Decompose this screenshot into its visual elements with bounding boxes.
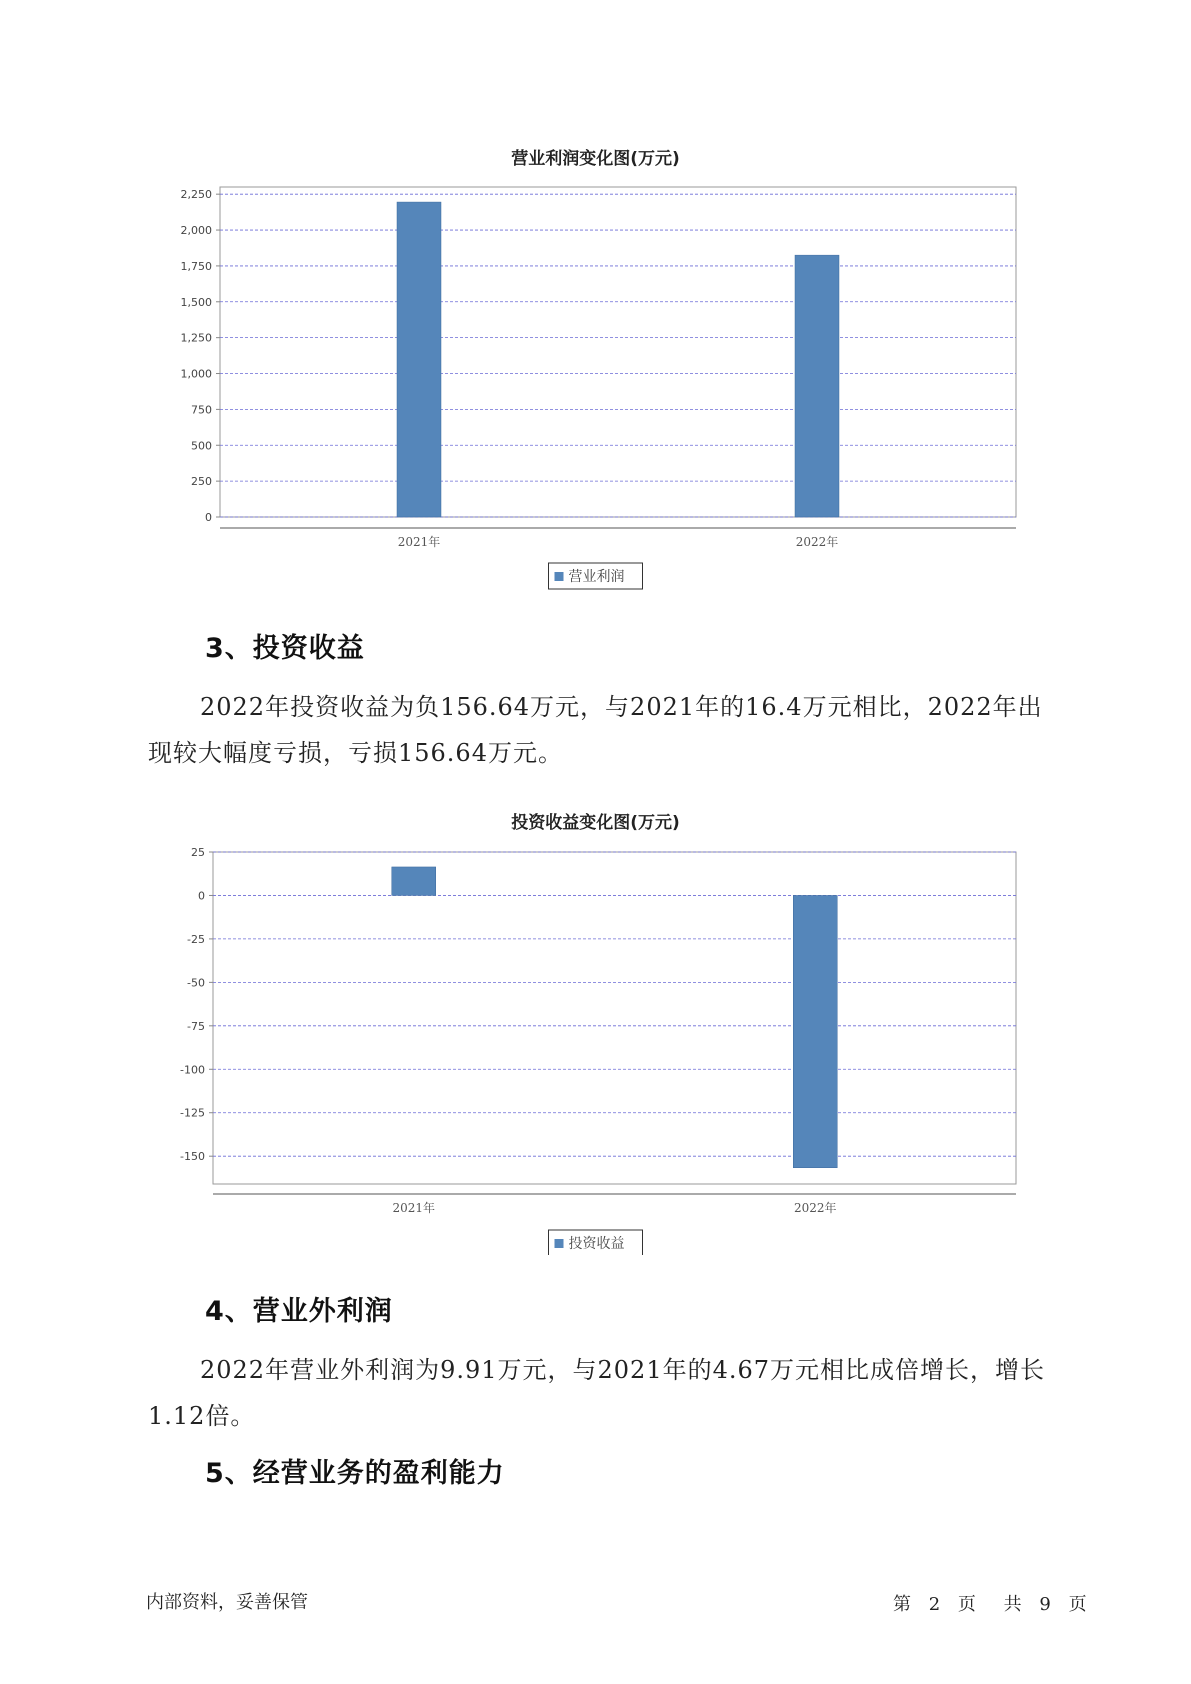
footer-page-number	[893, 1590, 1093, 1616]
x-tick-label: 2022年	[793, 1201, 837, 1215]
section-5-heading: 5、经营业务的盈利能力	[205, 1458, 505, 1489]
y-tick-label: 0	[198, 889, 205, 903]
y-tick-label: -50	[187, 976, 205, 990]
y-tick-label: 1,000	[180, 367, 212, 381]
y-tick-label: 0	[205, 511, 212, 524]
y-tick-label: 25	[191, 846, 205, 859]
bar-2021年	[392, 867, 436, 896]
y-tick-label: 1,500	[180, 295, 212, 309]
bar-2022年	[795, 255, 839, 517]
chart2	[0, 835, 1191, 1255]
footer-confidential: 内部资料，妥善保管	[146, 1592, 308, 1613]
bar-2021年	[397, 202, 441, 517]
x-tick-label: 2021年	[397, 535, 441, 549]
section-4-paragraph: 2022年营业外利润为9.91万元，与2021年的4.67万元相比成倍增长，增长1.12倍。	[148, 1356, 1046, 1430]
y-tick-label: -25	[187, 932, 205, 946]
y-tick-label: 1,750	[180, 259, 212, 273]
y-tick-label: 250	[191, 475, 212, 489]
y-tick-label: -125	[180, 1106, 205, 1120]
footer-page-label-2: 页	[957, 1594, 976, 1615]
footer-page-label-4: 页	[1068, 1594, 1087, 1615]
section-3-heading: 3、投资收益	[205, 633, 365, 664]
legend-label: 营业利润	[568, 569, 625, 585]
x-tick-label: 2021年	[392, 1201, 436, 1215]
x-tick-label: 2022年	[795, 535, 839, 549]
footer-page-label-1: 第	[893, 1594, 911, 1615]
y-tick-label: 750	[191, 403, 212, 417]
plot-area	[213, 852, 1016, 1184]
section-3-paragraph: 2022年投资收益为负156.64万元，与2021年的16.4万元相比，2022年出现较大幅度亏损，亏损156.64万元。	[148, 693, 1043, 767]
y-tick-label: 2,250	[180, 188, 212, 202]
footer-page-current: 2	[928, 1594, 941, 1615]
y-tick-label: -75	[187, 1019, 205, 1033]
legend-swatch	[555, 572, 564, 581]
y-tick-label: -150	[180, 1150, 205, 1164]
footer-page-label-3: 共	[1003, 1594, 1022, 1615]
legend-label: 投资收益	[568, 1236, 625, 1252]
y-tick-label: 1,250	[180, 331, 212, 345]
plot-area	[220, 187, 1016, 517]
footer-page-total: 9	[1039, 1594, 1051, 1615]
y-tick-label: 2,000	[180, 224, 212, 238]
bar-2022年	[793, 895, 837, 1167]
chart2-title: 投资收益变化图(万元)	[511, 813, 680, 833]
legend-swatch	[555, 1239, 564, 1248]
y-tick-label: 500	[191, 439, 212, 453]
section-4-heading: 4、营业外利润	[205, 1296, 393, 1327]
chart1-title: 营业利润变化图(万元)	[511, 149, 680, 169]
y-tick-label: -100	[180, 1063, 205, 1077]
chart1	[0, 170, 1191, 590]
